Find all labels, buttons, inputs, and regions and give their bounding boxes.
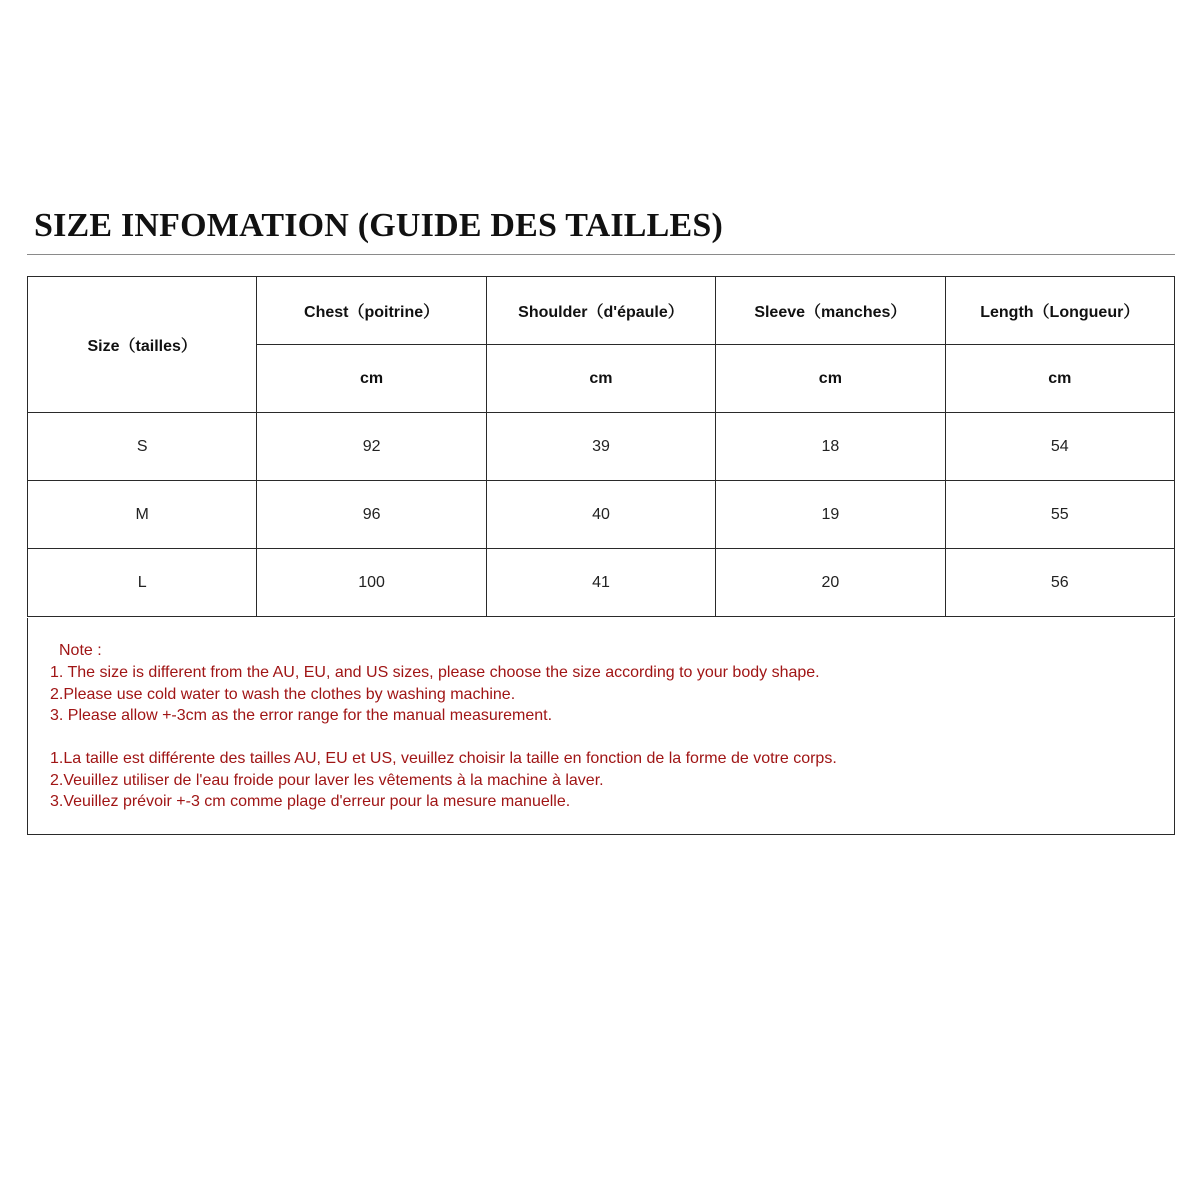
- shoulder-cell: 39: [486, 413, 715, 481]
- chest-cell: 100: [257, 549, 486, 617]
- length-cell: 55: [945, 481, 1174, 549]
- table-header-row: [28, 277, 1175, 345]
- length-column-header: Length（Longueur）: [945, 277, 1174, 345]
- length-unit: cm: [945, 345, 1174, 413]
- size-cell: M: [28, 481, 257, 549]
- shoulder-cell: 40: [486, 481, 715, 549]
- title-divider: [27, 254, 1175, 255]
- table-row: [28, 481, 1175, 549]
- chest-cell: 92: [257, 413, 486, 481]
- sleeve-column-header: Sleeve（manches）: [716, 277, 945, 345]
- note-english-1: 1. The size is different from the AU, EU, and US sizes, please choose the size according to your body shape.: [50, 664, 820, 681]
- length-cell: 56: [945, 549, 1174, 617]
- size-chart-table: [27, 276, 1175, 617]
- table-row: [28, 413, 1175, 481]
- sleeve-unit: cm: [716, 345, 945, 413]
- chest-cell: 96: [257, 481, 486, 549]
- note-french-3: 3.Veuillez prévoir +-3 cm comme plage d'erreur pour la mesure manuelle.: [50, 793, 571, 810]
- size-cell: L: [28, 549, 257, 617]
- size-cell: S: [28, 413, 257, 481]
- sleeve-cell: 18: [716, 413, 945, 481]
- chest-column-header: Chest（poitrine）: [257, 277, 486, 345]
- size-column-header: Size（tailles）: [28, 277, 257, 413]
- shoulder-column-header: Shoulder（d'épaule）: [486, 277, 715, 345]
- sleeve-cell: 19: [716, 481, 945, 549]
- length-cell: 54: [945, 413, 1174, 481]
- chest-unit: cm: [257, 345, 486, 413]
- shoulder-unit: cm: [486, 345, 715, 413]
- page-title: SIZE INFOMATION (GUIDE DES TAILLES): [34, 207, 724, 244]
- sleeve-cell: 20: [716, 549, 945, 617]
- note-french-1: 1.La taille est différente des tailles AU, EU et US, veuillez choisir la taille en fonction de la forme de votre corps.: [50, 750, 837, 767]
- shoulder-cell: 41: [486, 549, 715, 617]
- note-english-3: 3. Please allow +-3cm as the error range for the manual measurement.: [50, 707, 553, 724]
- table-row: [28, 549, 1175, 617]
- note-heading: Note :: [59, 642, 102, 659]
- notes-box: [27, 618, 1175, 835]
- note-french-2: 2.Veuillez utiliser de l'eau froide pour laver les vêtements à la machine à laver.: [50, 772, 604, 789]
- note-english-2: 2.Please use cold water to wash the clothes by washing machine.: [50, 686, 516, 703]
